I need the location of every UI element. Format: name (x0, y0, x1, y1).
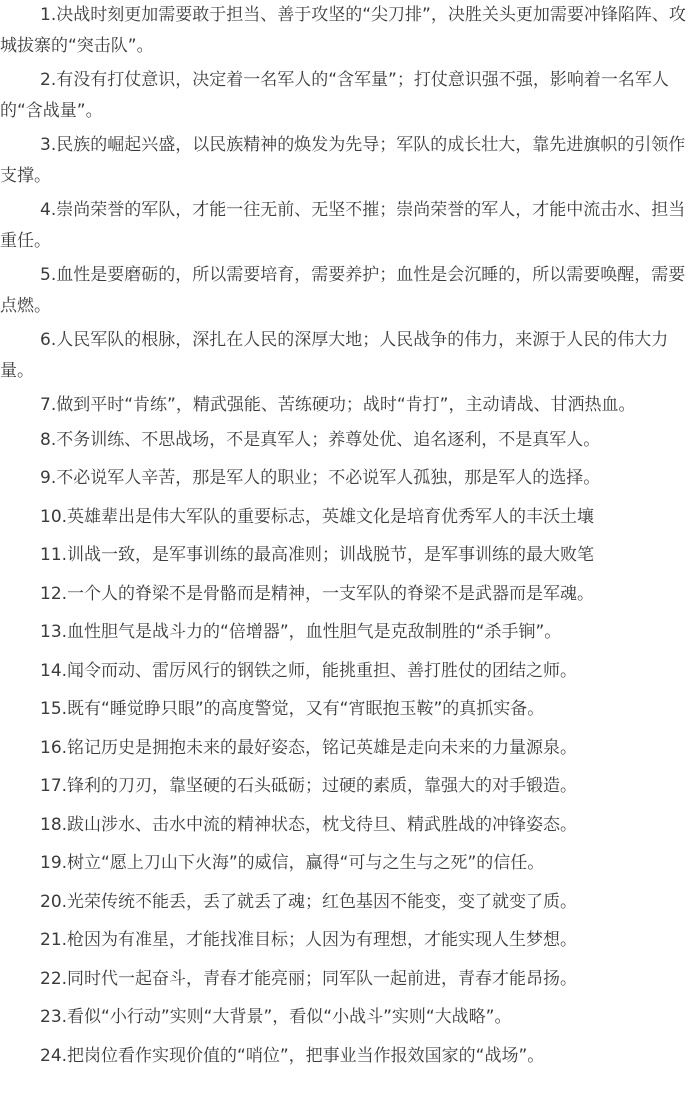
paragraph-21: 21.枪因为有准星，才能找准目标；人因为有理想，才能实现人生梦想。 (40, 930, 578, 950)
paragraph-5: 5.血性是要磨砺的，所以需要培育，需要养护；血性是会沉睡的，所以需要唤醒，需要点燃。 (0, 265, 686, 316)
paragraph-12: 12.一个人的脊梁不是骨骼而是精神，一支军队的脊梁不是武器而是军魂。 (40, 583, 595, 604)
paragraph-9: 9.不必说军人辛苦，那是军人的职业；不必说军人孤独，那是军人的选择。 (40, 468, 601, 488)
paragraph-10: 10.英雄辈出是伟大军队的重要标志，英雄文化是培育优秀军人的丰沃土壤 (40, 506, 595, 527)
paragraph-6: 6.人民军队的根脉，深扎在人民的深厚大地；人民战争的伟力，来源于人民的伟大力量。 (0, 330, 669, 381)
paragraph-2: 2.有没有打仗意识，决定着一名军人的“含军量”；打仗意识强不强，影响着一名军人的“含战量”。 (0, 70, 669, 121)
paragraph-4: 4.崇尚荣誉的军队，才能一往无前、无坚不摧；崇尚荣誉的军人，才能中流击水、担当重任。 (0, 200, 686, 251)
paragraph-11: 11.训战一致，是军事训练的最高准则；训战脱节，是军事训练的最大败笔 (40, 545, 595, 565)
paragraph-14: 14.闻令而动、雷厉风行的钢铁之师，能挑重担、善打胜仗的团结之师。 (40, 660, 578, 681)
paragraph-18: 18.跋山涉水、击水中流的精神状态，枕戈待旦、精武胜战的冲锋姿态。 (40, 814, 578, 835)
paragraph-15: 15.既有“睡觉睁只眼”的高度警觉，又有“宵眠抱玉鞍”的真抓实备。 (40, 699, 545, 719)
paragraph-23: 23.看似“小行动”实则“大背景”，看似“小战斗”实则“大战略”。 (40, 1007, 512, 1027)
paragraph-19: 19.树立“愿上刀山下火海”的威信，赢得“可与之生与之死”的信任。 (40, 853, 545, 873)
paragraph-17: 17.锋利的刀刃，靠坚硬的石头砥砺；过硬的素质，靠强大的对手锻造。 (40, 776, 578, 796)
paragraph-7: 7.做到平时“肯练”，精武强能、苦练硬功；战时“肯打”，主动请战、甘洒热血。 (40, 395, 636, 415)
paragraph-16: 16.铭记历史是拥抱未来的最好姿态，铭记英雄是走向未来的力量源泉。 (40, 737, 578, 758)
paragraph-24: 24.把岗位看作实现价值的“哨位”，把事业当作报效国家的“战场”。 (40, 1045, 545, 1066)
paragraph-1: 1.决战时刻更加需要敢于担当、善于攻坚的“尖刀排”，决胜关头更加需要冲锋陷阵、攻城拔寨的“突击队”。 (0, 5, 686, 56)
paragraph-20: 20.光荣传统不能丢，丢了就丢了魂；红色基因不能变，变了就变了质。 (40, 891, 578, 912)
paragraph-13: 13.血性胆气是战斗力的“倍增器”，血性胆气是克敌制胜的“杀手锏”。 (40, 622, 562, 642)
paragraph-3: 3.民族的崛起兴盛，以民族精神的焕发为先导；军队的成长壮大，靠先进旗帜的引领作支撑。 (0, 135, 686, 186)
paragraph-22: 22.同时代一起奋斗，青春才能亮丽；同军队一起前进，青春才能昂扬。 (40, 968, 578, 989)
paragraph-8: 8.不务训练、不思战场，不是真军人；养尊处优、追名逐利，不是真军人。 (40, 429, 601, 450)
